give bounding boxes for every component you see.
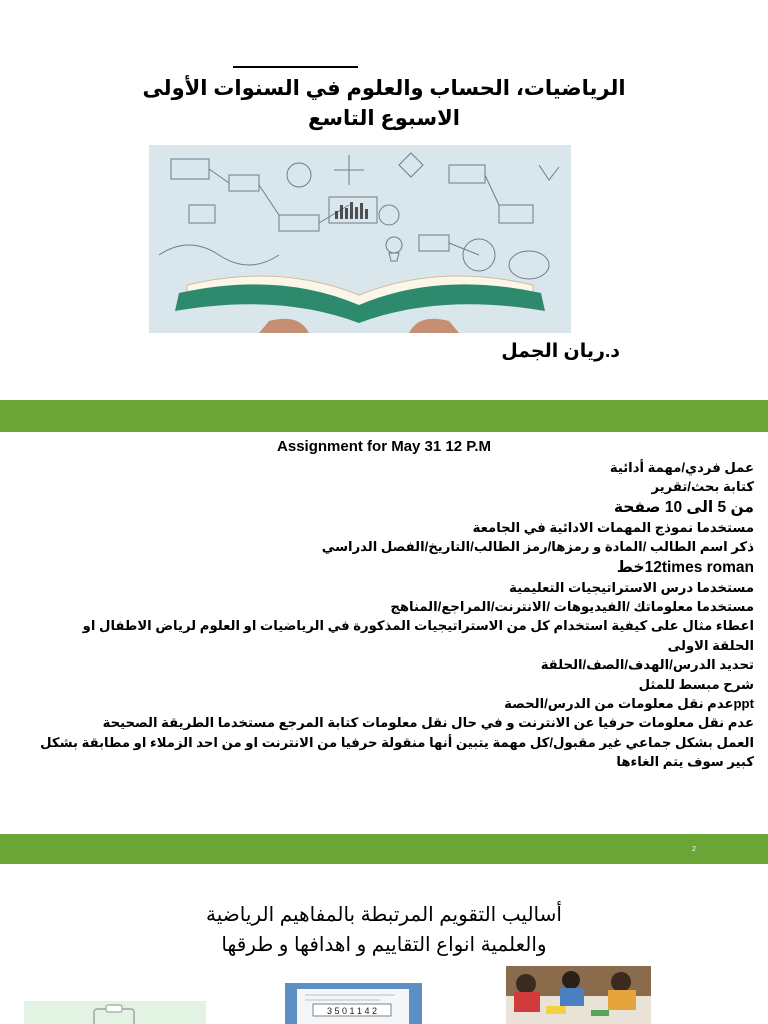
assignment-requirements-list [40,458,754,772]
title-line-2: الاسبوع التاسع [308,107,460,130]
list-item: من 5 الى 10 صفحة [613,498,754,516]
worksheet-image [285,983,422,1024]
clipboard-icon-image [24,1001,206,1024]
title-overline [233,66,358,68]
slide-title-heading [0,74,768,134]
slide3-title [0,900,768,960]
slide-title [0,0,768,400]
list-item: تحديد الدرس/الهدف/الصف/الحلقة [540,657,754,673]
list-item: ذكر اسم الطالب /المادة و رمزها/رمز الطالب/التاريخ/الفصل الدراسي [321,539,754,555]
list-item: عدم نقل معلومات حرفيا عن الانترنت و في حال نقل معلومات كتابة المرجع مستخدما الطريقة الصحيحة [102,715,754,731]
clipboard-icon [24,1001,206,1024]
page-number: 2 [692,846,696,853]
list-item: مستخدما درس الاستراتيجيات التعليمية [509,579,754,595]
worksheet-illustration [285,983,422,1024]
open-book-image [149,145,571,333]
book-sketch-illustration [149,145,571,333]
author-name: د.ريان الجمل [501,341,620,362]
list-item: اعطاء مثال على كيفية استخدام كل من الاستراتيجيات المذكورة في الرياضيات او العلوم لرياض الاطفال او الحلقة الاولى [82,618,754,653]
list-item: كتابة بحث/تقرير [651,479,754,495]
slide-divider-band [0,400,768,432]
worksheet-digits: 3 5 0 1 1 4 2 [326,1006,378,1016]
children-photo-illustration [506,966,651,1024]
list-item: شرح مبسط للمثل [638,676,754,692]
list-item: 12times romanخط [616,558,754,576]
children-learning-photo [506,966,651,1024]
list-item: pptعدم نقل معلومات من الدرس/الحصة [504,696,754,712]
assignment-title: Assignment for May 31 12 P.M [277,438,491,455]
list-item: عمل فردي/مهمة أدائية [609,460,754,475]
slide3-title-line-1: أساليب التقويم المرتبطة بالمفاهيم الرياضية [206,904,562,926]
list-item: مستخدما نموذج المهمات الادائية في الجامعة [472,519,754,535]
list-item: العمل بشكل جماعي غير مقبول/كل مهمة يتبين أنها منقولة حرفيا من الانترنت او من احد الزملاء او مطابقة بشكل كبير سوف يتم الغاءها [40,734,754,770]
title-line-1: الرياضيات، الحساب والعلوم في السنوات الأولى [142,77,626,100]
slide3-title-line-2: والعلمية انواع التقاييم و اهدافها و طرقها [221,934,547,956]
slide-footer-band [0,834,768,864]
list-item: مستخدما معلوماتك /الفيديوهات /الانترنت/المراجع/المناهج [390,599,754,615]
